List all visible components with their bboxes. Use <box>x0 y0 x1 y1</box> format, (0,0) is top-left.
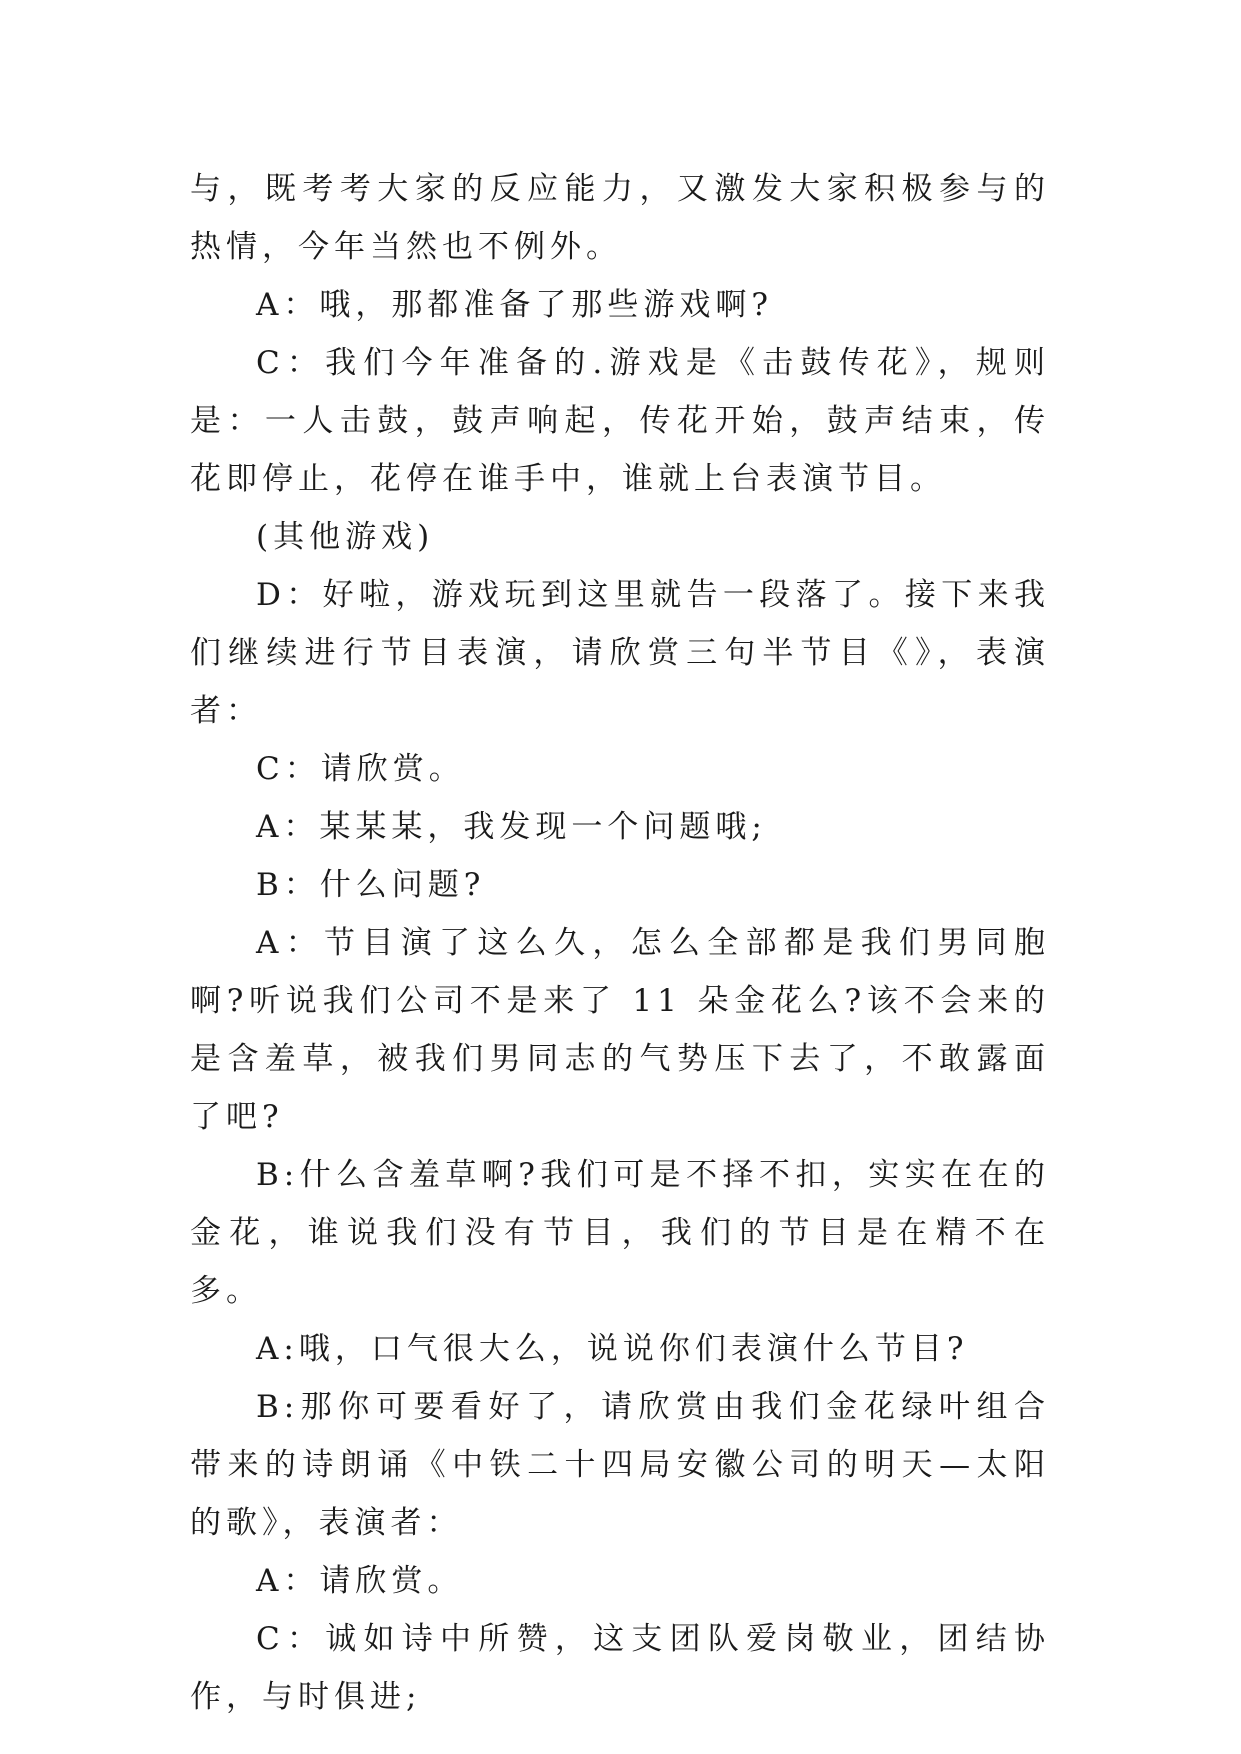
paragraph: (其他游戏) <box>256 519 435 555</box>
paragraph: B：什么问题? <box>256 867 486 903</box>
paragraph: 与，既考考大家的反应能力，又激发大家积极参与的热情，今年当然也不例外。 <box>190 171 1050 265</box>
paragraph: D：好啦，游戏玩到这里就告一段落了。接下来我们继续进行节目表演，请欣赏三句半节目《》，表演者： <box>190 577 1050 729</box>
paragraph: A：哦，那都准备了那些游戏啊? <box>256 287 774 323</box>
paragraph: A：请欣赏。 <box>256 1563 464 1599</box>
paragraph: C：请欣赏。 <box>256 751 465 787</box>
paragraph: A：某某某，我发现一个问题哦; <box>256 809 767 845</box>
paragraph: A：节目演了这么久，怎么全部都是我们男同胞啊?听说我们公司不是来了 11 朵金花么?该不会来的是含羞草，被我们男同志的气势压下去了，不敢露面了吧? <box>190 925 1050 1135</box>
paragraph: B:那你可要看好了，请欣赏由我们金花绿叶组合带来的诗朗诵《中铁二十四局安徽公司的明天—太阳的歌》，表演者： <box>190 1389 1050 1541</box>
paragraph: A:哦，口气很大么，说说你们表演什么节目? <box>256 1331 969 1367</box>
paragraph: C：我们今年准备的.游戏是《击鼓传花》，规则是：一人击鼓，鼓声响起，传花开始，鼓声结束，传花即停止，花停在谁手中，谁就上台表演节目。 <box>190 345 1050 497</box>
document-body <box>190 160 1050 1726</box>
paragraph: C：诚如诗中所赞，这支团队爱岗敬业，团结协作，与时俱进; <box>190 1621 1050 1715</box>
paragraph: B:什么含羞草啊?我们可是不择不扣，实实在在的金花，谁说我们没有节目，我们的节目是在精不在多。 <box>190 1157 1050 1309</box>
